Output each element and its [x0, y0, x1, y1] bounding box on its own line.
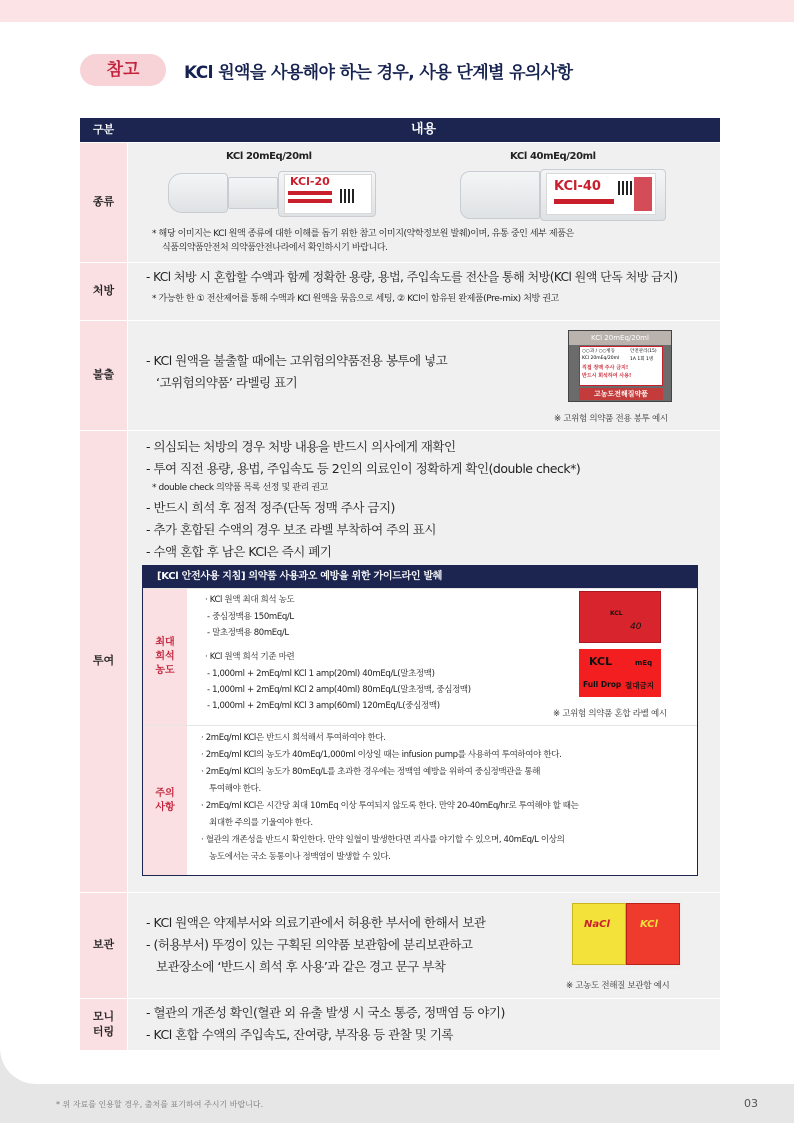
- admin-line-6: - 수액 혼합 후 남은 KCl은 즉시 폐기: [146, 544, 332, 559]
- caution-line-5b: 농도에서는 국소 동통이나 정맥염이 발생할 수 있다.: [209, 852, 391, 862]
- storage-caption: ※ 고농도 전해질 보관함 예시: [566, 981, 670, 991]
- max-line-2: - 중심정맥용 150mEq/L: [207, 612, 294, 622]
- qr-code-icon: [618, 181, 632, 195]
- caution-line-4b: 최대한 주의를 기울여야 한다.: [209, 818, 313, 828]
- mix-label-sticker: KCL mEq Full Drop 절대금지: [579, 649, 661, 697]
- row-label-prescription: 처방: [80, 263, 127, 320]
- storage-line-2: - (허용부서) 뚜껑이 있는 구획된 의약품 보관함에 분리보관하고: [146, 937, 473, 952]
- max-line-5: - 1,000ml + 2mEq/ml KCl 1 amp(20ml) 40mEq/L(말초정맥): [207, 669, 435, 679]
- vial1-title: KCl 20mEq/20ml: [226, 151, 312, 162]
- top-band: [0, 0, 794, 22]
- caution-row: [143, 725, 697, 875]
- guideline-table: [80, 118, 720, 1050]
- page-title: KCl 원액을 사용해야 하는 경우, 사용 단계별 유의사항: [184, 63, 573, 83]
- vial2-label-text: KCl-40: [554, 179, 601, 194]
- admin-line-4: - 반드시 희석 후 점적 정주(단독 정맥 주사 금지): [146, 500, 395, 515]
- row-label-monitoring: 모니 터링: [80, 999, 127, 1050]
- max-line-3: - 말초정맥용 80mEq/L: [207, 628, 289, 638]
- qr-code-icon: [340, 189, 354, 203]
- row-label-types: 종류: [80, 143, 127, 262]
- caution-line-2: · 2mEq/ml KCl의 농도가 40mEq/1,000ml 이상일 때는 infusion pump를 사용하여 투여하여야 한다.: [201, 750, 562, 760]
- dispensing-caption: ※ 고위험 의약품 전용 봉투 예시: [554, 414, 668, 424]
- max-line-7: - 1,000ml + 2mEq/ml KCl 3 amp(60ml) 120mEq/L(중심정맥): [207, 701, 440, 711]
- row-dispensing: [80, 320, 720, 430]
- max-line-4: · KCl 원액 희석 기준 마련: [205, 652, 295, 662]
- storage-line-3: 보관장소에 ‘반드시 희석 후 사용’과 같은 경고 문구 부착: [156, 959, 446, 974]
- max-dilution-row: [143, 588, 697, 725]
- types-note-2: 식품의약품안전처 의약품안전나라에서 확인하시기 바랍니다.: [162, 243, 388, 253]
- caution-line-3: · 2mEq/ml KCl의 농도가 80mEq/L를 초과한 경우에는 정맥염 예방을 위하여 중심정맥관을 통해: [201, 767, 541, 777]
- admin-line-3: * double check 의약품 목록 선정 및 관리 권고: [152, 483, 328, 493]
- dispensing-line-2: ‘고위험의약품’ 라벨링 표기: [156, 375, 298, 390]
- prescription-line-1: - KCl 처방 시 혼합할 수액과 함께 정확한 용량, 용법, 주입속도를 전산을 통해 처방(KCl 원액 단독 처방 금지): [146, 270, 678, 284]
- row-storage: [80, 892, 720, 998]
- storage-line-1: - KCl 원액은 약제부서와 의료기관에서 허용한 부서에 한해서 보관: [146, 915, 486, 930]
- caution-line-1: · 2mEq/ml KCl은 반드시 희석해서 투여하여야 한다.: [201, 733, 386, 743]
- caution-line-3b: 투여해야 한다.: [209, 784, 261, 794]
- page-number: 03: [744, 1097, 758, 1110]
- table-header: [80, 118, 720, 142]
- row-administration: [80, 430, 720, 892]
- row-types: [80, 142, 720, 262]
- mix-label-caption: ※ 고위험 의약품 혼합 라벨 예시: [553, 709, 667, 719]
- high-risk-bag-image: KCl 20mEq/20ml ○○과 / ○○병동 안전관리(15) KCl 20mEq/20ml 1A 1회 1병 직접 정맥 주사 금지! 반드시 희석하여 사용! 고농도전해질약품: [568, 330, 672, 402]
- dispensing-line-1: - KCl 원액을 불출할 때에는 고위험의약품전용 봉투에 넣고: [146, 353, 448, 368]
- mix-label-photo: KCL 40: [579, 591, 661, 643]
- row-label-storage: 보관: [80, 893, 127, 998]
- guideline-title: [KCl 안전사용 지침] 의약품 사용과오 예방을 위한 가이드라인 발췌: [143, 566, 697, 588]
- row-prescription: [80, 262, 720, 320]
- admin-line-5: - 추가 혼합된 수액의 경우 보조 라벨 부착하여 주의 표시: [146, 522, 436, 537]
- row-label-administration: 투여: [80, 431, 127, 892]
- row-label-dispensing: 불출: [80, 321, 127, 430]
- header-category: 구분: [92, 123, 115, 136]
- header-content: 내용: [410, 122, 437, 137]
- vial1-label-text: KCl-20: [290, 175, 330, 188]
- max-line-1: · KCl 원액 최대 희석 농도: [205, 595, 295, 605]
- section-header: [80, 34, 720, 104]
- admin-line-1: - 의심되는 처방의 경우 처방 내용을 반드시 의사에게 재확인: [146, 439, 456, 454]
- caution-line-5: · 혈관의 개존성을 반드시 확인한다. 만약 일혈이 발생한다면 괴사를 야기할 수 있으며, 40mEq/L 이상의: [201, 835, 565, 845]
- prescription-line-2: * 가능한 한 ① 전산제어를 통해 수액과 KCl 원액을 묶음으로 세팅, ② KCl이 함유된 완제품(Pre-mix) 처방 권고: [152, 294, 559, 304]
- admin-line-2: - 투여 직전 용량, 용법, 주입속도 등 2인의 의료인이 정확하게 확인(double check*): [146, 461, 581, 476]
- monitoring-line-1: - 혈관의 개존성 확인(혈관 외 유출 발생 시 국소 통증, 정맥염 등 야기): [146, 1005, 505, 1020]
- storage-box-image: NaCl KCl: [570, 899, 682, 969]
- row-monitoring: [80, 998, 720, 1050]
- vial2-title: KCl 40mEq/20ml: [510, 151, 596, 162]
- monitoring-line-2: - KCl 혼합 수액의 주입속도, 잔여량, 부작용 등 관찰 및 기록: [146, 1027, 453, 1042]
- caution-label: 주의 사항: [143, 726, 187, 875]
- reference-badge: 참고: [80, 54, 166, 86]
- types-note-1: * 해당 이미지는 KCl 원액 종류에 대한 이해를 돕기 위한 참고 이미지(약학정보원 발췌)이며, 유통 중인 세부 제품은: [152, 229, 574, 239]
- caution-line-4: · 2mEq/ml KCl은 시간당 최대 10mEq 이상 투여되지 않도록 한다. 만약 20-40mEq/hr로 투여해야 할 때는: [201, 801, 579, 811]
- footer-note: * 위 자료를 인용할 경우, 출처를 표기하여 주시기 바랍니다.: [56, 1100, 264, 1109]
- guideline-box: [142, 565, 698, 876]
- max-dilution-label: 최대 희석 농도: [143, 589, 187, 725]
- max-line-6: - 1,000ml + 2mEq/ml KCl 2 amp(40ml) 80mEq/L(말초정맥, 중심정맥): [207, 685, 471, 695]
